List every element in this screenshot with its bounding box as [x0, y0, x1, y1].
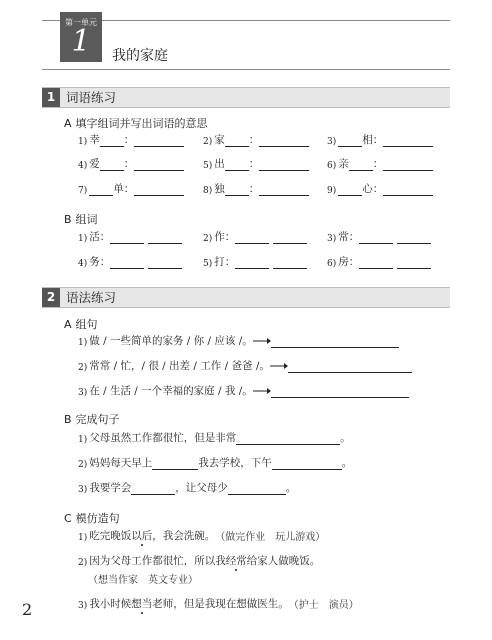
- answer-line[interactable]: [236, 432, 340, 445]
- word-build-item: 3) 常 ：: [327, 229, 431, 244]
- blank-line[interactable]: [148, 256, 182, 269]
- hint-words: （做完作业 玩儿游戏）: [215, 532, 326, 543]
- blank-line[interactable]: [397, 256, 431, 269]
- word-fill-item: 7) 单 ：: [78, 181, 184, 196]
- meaning-line[interactable]: [259, 134, 309, 147]
- blank-line[interactable]: [349, 158, 373, 171]
- word-build-item: 1) 活 ：: [78, 229, 182, 244]
- part-letter: A: [64, 318, 72, 331]
- blank-line[interactable]: [235, 256, 269, 269]
- header-bottom-rule: [42, 69, 450, 70]
- answer-line[interactable]: [272, 457, 342, 470]
- blank-line[interactable]: [359, 256, 393, 269]
- blank-line[interactable]: [397, 231, 431, 244]
- answer-line[interactable]: [271, 385, 409, 398]
- complete-sentence-item-1: 1) 父母虽然工作都很忙，但是非常 。: [78, 432, 351, 445]
- part-letter: C: [64, 512, 72, 525]
- word-fill-item: 8) 独 ：: [203, 181, 309, 196]
- imitate-sentence-item-2: 2) 因为父母工作都很忙，所以我 经常 给家人做晚饭。: [78, 555, 321, 568]
- word-build-item: 2) 作 ：: [203, 229, 307, 244]
- hint-words: （想当作家 英文专业）: [88, 575, 198, 586]
- imitate-sentence-item-3: 3) 我小时候 想当 老师，但是我现在想做医生。 （护士 演员）: [78, 598, 359, 611]
- section-2-part-a-heading: [64, 316, 98, 332]
- section-2-part-b-heading: [64, 411, 120, 427]
- word-fill-item: 5) 出 ：: [203, 156, 309, 171]
- blank-line[interactable]: [110, 231, 144, 244]
- section-1-number: 1: [42, 88, 60, 107]
- word-build-item: 5) 打 ：: [203, 254, 307, 269]
- emphasis-dotted: 以后: [131, 530, 153, 542]
- blank-line[interactable]: [225, 134, 249, 147]
- meaning-line[interactable]: [134, 183, 184, 196]
- word-fill-item: 4) 爱 ：: [78, 156, 184, 171]
- imitate-sentence-item-1: 1) 吃完晚饭 以后 ，我会洗碗。 （做完作业 玩儿游戏）: [78, 530, 326, 543]
- arrow-right-icon: [253, 336, 271, 348]
- emphasis-dotted: 想当: [131, 598, 153, 610]
- sentence-order-item-1: 1) 做 / 一些简单的家务 / 你 / 应该 /。: [78, 333, 399, 348]
- answer-line[interactable]: [228, 482, 286, 495]
- meaning-line[interactable]: [134, 134, 184, 147]
- word-build-item: 6) 房 ：: [327, 254, 431, 269]
- blank-line[interactable]: [273, 231, 307, 244]
- word-build-item: 4) 务 ：: [78, 254, 182, 269]
- blank-line[interactable]: [338, 134, 362, 147]
- part-letter: B: [64, 213, 72, 226]
- word-fill-item: 9) 心 ：: [327, 181, 433, 196]
- section-1-title: 词语练习: [66, 90, 117, 105]
- blank-line[interactable]: [100, 158, 124, 171]
- section-2-title: 语法练习: [66, 290, 117, 305]
- section-2-number: 2: [42, 288, 60, 307]
- word-fill-item: 2) 家 ：: [203, 132, 309, 147]
- part-instruction: 填字组词并写出词语的意思: [75, 117, 208, 130]
- unit-number: 1: [71, 24, 91, 59]
- sentence-order-item-2: 2) 常常 / 忙，/ 很 / 出差 / 工作 / 爸爸 /。: [78, 358, 412, 373]
- answer-line[interactable]: [271, 335, 399, 348]
- answer-line[interactable]: [131, 482, 175, 495]
- meaning-line[interactable]: [259, 158, 309, 171]
- section-1-part-a-heading: [64, 115, 208, 131]
- unit-label: 第一单元: [65, 18, 97, 27]
- part-instruction: 组词: [75, 213, 98, 226]
- complete-sentence-item-3: 3) 我要学会 ，让父母少 。: [78, 482, 297, 495]
- meaning-line[interactable]: [383, 158, 433, 171]
- blank-line[interactable]: [100, 134, 124, 147]
- emphasis-dotted: 经常: [225, 555, 247, 567]
- blank-line[interactable]: [359, 231, 393, 244]
- page-number: 2: [22, 600, 33, 619]
- sentence-order-item-3: 3) 在 / 生活 / 一个幸福的家庭 / 我 /。: [78, 383, 409, 398]
- arrow-right-icon: [253, 386, 271, 398]
- page-title: 我的家庭: [112, 48, 168, 64]
- part-letter: A: [64, 117, 72, 130]
- blank-line[interactable]: [148, 231, 182, 244]
- part-letter: B: [64, 413, 72, 426]
- answer-line[interactable]: [152, 457, 198, 470]
- blank-line[interactable]: [225, 158, 249, 171]
- blank-line[interactable]: [89, 183, 113, 196]
- part-instruction: 模仿造句: [75, 512, 120, 525]
- blank-line[interactable]: [110, 256, 144, 269]
- word-fill-item: 3) 相 ：: [327, 132, 433, 147]
- word-fill-item: 6) 亲 ：: [327, 156, 433, 171]
- hint-words: （护士 演员）: [288, 600, 359, 611]
- blank-line[interactable]: [235, 231, 269, 244]
- blank-line[interactable]: [273, 256, 307, 269]
- answer-line[interactable]: [288, 360, 412, 373]
- section-2-part-c-heading: [64, 510, 120, 526]
- meaning-line[interactable]: [134, 158, 184, 171]
- blank-line[interactable]: [225, 183, 249, 196]
- part-instruction: 完成句子: [75, 413, 120, 426]
- word-fill-item: 1) 幸 ：: [78, 132, 184, 147]
- meaning-line[interactable]: [259, 183, 309, 196]
- header-top-rule: [42, 20, 450, 21]
- complete-sentence-item-2: 2) 妈妈每天早上 我去学校，下午 。: [78, 457, 353, 470]
- meaning-line[interactable]: [383, 183, 433, 196]
- part-instruction: 组句: [75, 318, 98, 331]
- section-1-part-b-heading: [64, 211, 98, 227]
- meaning-line[interactable]: [383, 134, 433, 147]
- arrow-right-icon: [270, 361, 288, 373]
- blank-line[interactable]: [338, 183, 362, 196]
